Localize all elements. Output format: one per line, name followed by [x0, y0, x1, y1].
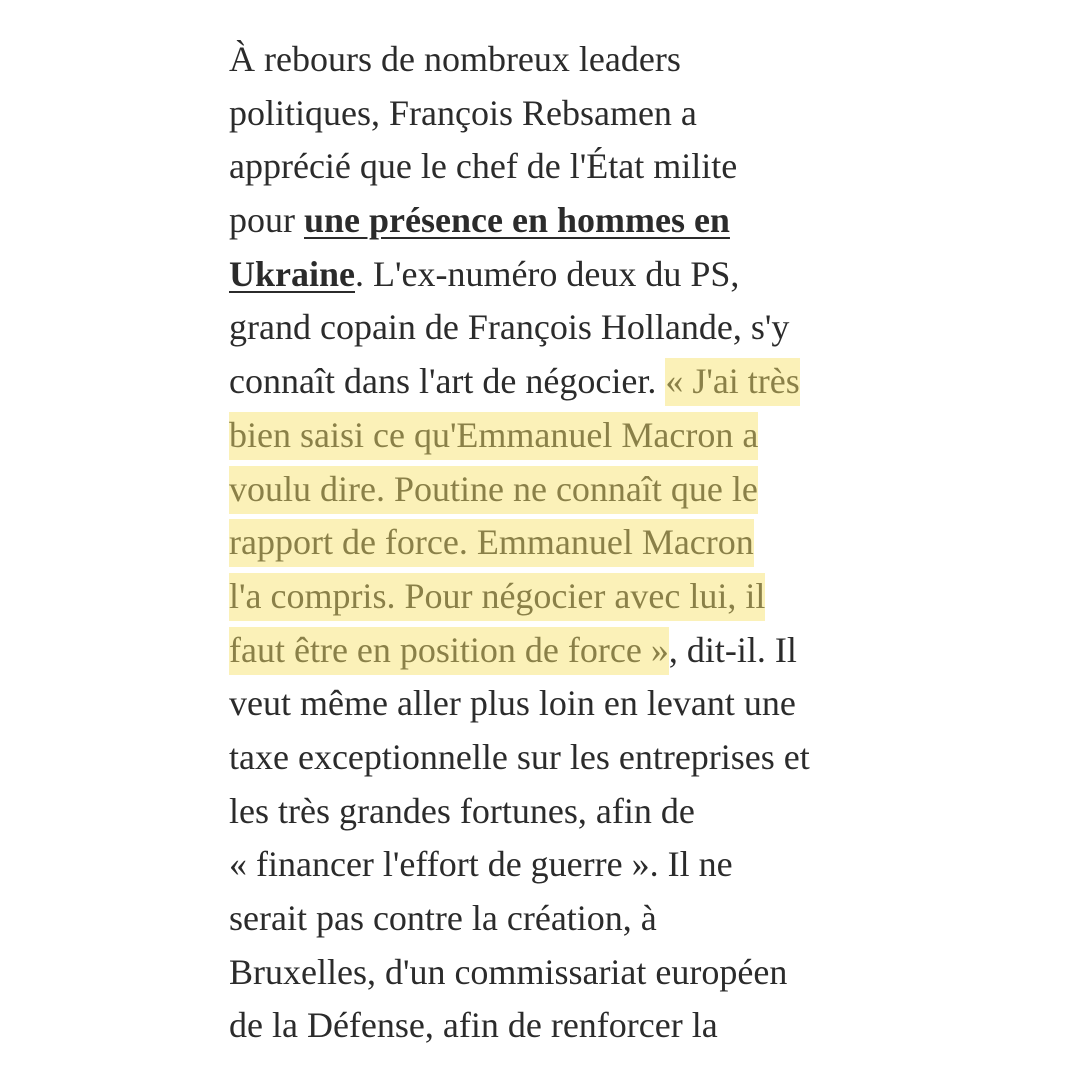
paragraph-line: [229, 838, 929, 892]
paragraph-line: [229, 355, 929, 409]
text-line: , dit-il. Il: [668, 629, 797, 670]
text-line: les très grandes fortunes, afin de: [229, 790, 695, 831]
paragraph-line: [229, 785, 929, 839]
paragraph-line: [229, 624, 929, 678]
text-line: pour: [229, 200, 304, 241]
text-line: serait pas contre la création, à: [229, 898, 657, 938]
highlighted-quote: bien saisi ce qu'Emmanuel Macron a: [229, 412, 758, 460]
paragraph-line: [229, 409, 929, 463]
paragraph-line: [229, 140, 929, 194]
paragraph-line: [229, 516, 929, 570]
paragraph-line: [229, 570, 929, 624]
text-line: politiques, François Rebsamen a: [229, 92, 697, 133]
paragraph-line: [229, 248, 929, 302]
paragraph-line: [229, 194, 929, 248]
text-line: Bruxelles, d'un commissariat européen: [229, 951, 788, 992]
highlighted-quote: l'a compris. Pour négocier avec lui, il: [229, 573, 765, 621]
paragraph-line: [229, 33, 929, 87]
article-link-part-2[interactable]: Ukraine: [229, 253, 355, 294]
text-line: connaît dans l'art de négocier.: [229, 361, 666, 402]
paragraph-line: [229, 731, 929, 785]
highlighted-quote: rapport de force. Emmanuel Macron: [229, 519, 754, 567]
text-line: . L'ex-numéro deux du PS,: [355, 253, 740, 294]
highlighted-quote: voulu dire. Poutine ne connaît que le: [229, 466, 758, 514]
paragraph-line: [229, 999, 929, 1053]
text-line: apprécié que le chef de l'État milite: [229, 146, 738, 187]
highlighted-quote: faut être en position de force »: [229, 627, 669, 675]
article-body: [229, 33, 929, 1053]
text-line: veut même aller plus loin en levant une: [229, 683, 796, 724]
paragraph-line: [229, 463, 929, 517]
paragraph-line: [229, 87, 929, 141]
text-line: grand copain de François Hollande, s'y: [229, 307, 790, 348]
paragraph-line: [229, 892, 929, 946]
paragraph-line: [229, 301, 929, 355]
paragraph-line: [229, 677, 929, 731]
highlighted-quote: « J'ai très: [665, 358, 799, 406]
text-line: taxe exceptionnelle sur les entreprises et: [229, 736, 810, 777]
article-link-part-1[interactable]: une présence en hommes en: [304, 200, 730, 241]
text-line: À rebours de nombreux leaders: [229, 39, 681, 79]
paragraph-line: [229, 946, 929, 1000]
text-line: de la Défense, afin de renforcer la: [229, 1005, 718, 1046]
text-line: « financer l'effort de guerre ». Il ne: [229, 844, 733, 885]
